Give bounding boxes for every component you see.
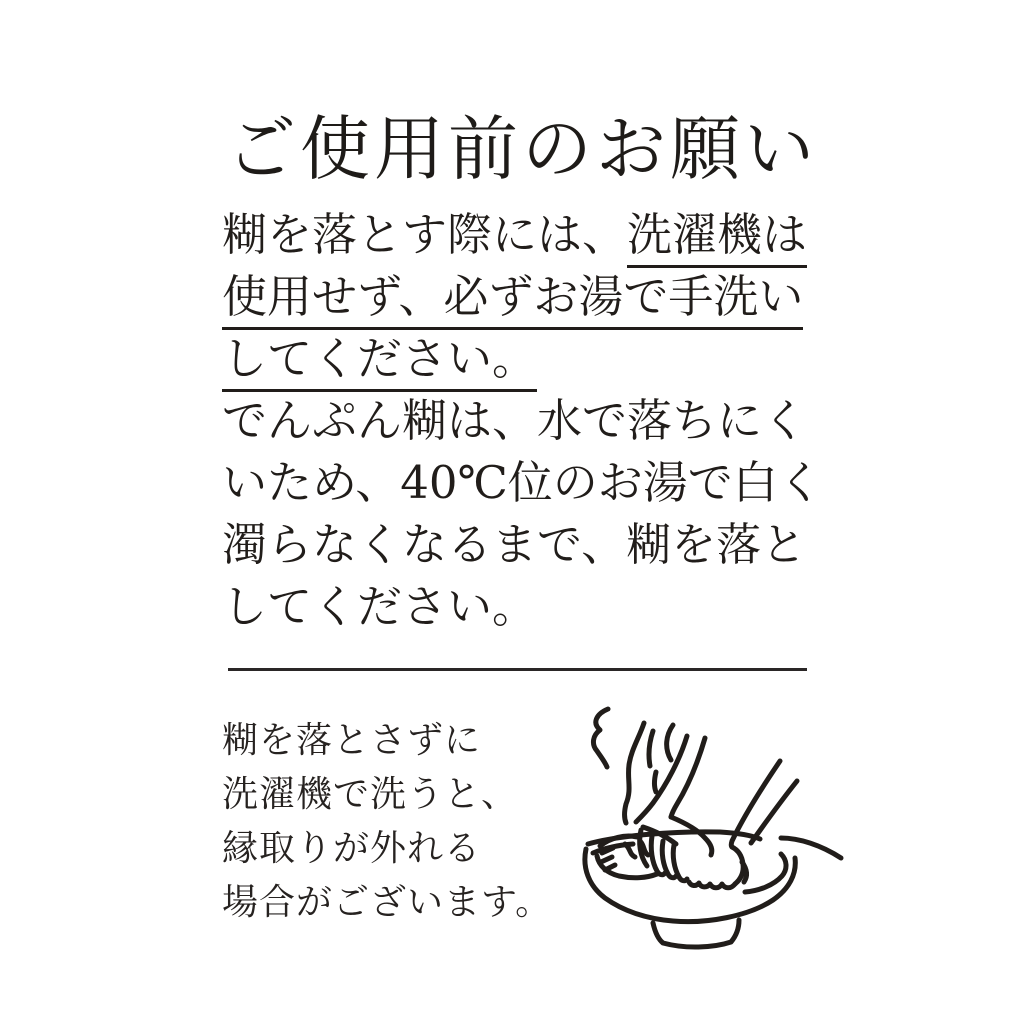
notice-line <box>222 328 823 390</box>
notice-text-underlined: 洗濯機は <box>627 208 807 268</box>
illustration-strokes <box>585 709 841 947</box>
notice-text: 濁らなくなるまで、糊を落と <box>222 518 807 571</box>
caution-paragraph <box>222 714 552 930</box>
notice-text: いため、40℃位のお湯で白く <box>222 456 823 509</box>
notice-line <box>222 576 823 638</box>
hand-washing-illustration-icon <box>545 686 851 964</box>
notice-line <box>222 452 823 514</box>
notice-paragraph <box>222 204 823 638</box>
notice-text: でんぷん糊は、水で落ちにく <box>222 394 808 447</box>
caution-line: 洗濯機で洗うと、 <box>222 774 519 815</box>
notice-text-underlined: してください。 <box>222 332 537 392</box>
notice-text-underlined: 使用せず、必ずお湯で手洗い <box>222 270 803 330</box>
notice-line <box>222 514 823 576</box>
notice-line <box>222 204 823 266</box>
notice-line <box>222 390 823 452</box>
caution-line: 場合がございます。 <box>222 882 553 923</box>
caution-line: 縁取りが外れる <box>222 828 482 869</box>
notice-line <box>222 266 823 328</box>
notice-text: してください。 <box>222 580 538 633</box>
horizontal-divider <box>228 668 807 671</box>
caution-line: 糊を落とさずに <box>222 720 482 761</box>
page-title: ご使用前のお願い <box>226 107 818 190</box>
notice-text: 糊を落とす際には、 <box>222 208 628 261</box>
